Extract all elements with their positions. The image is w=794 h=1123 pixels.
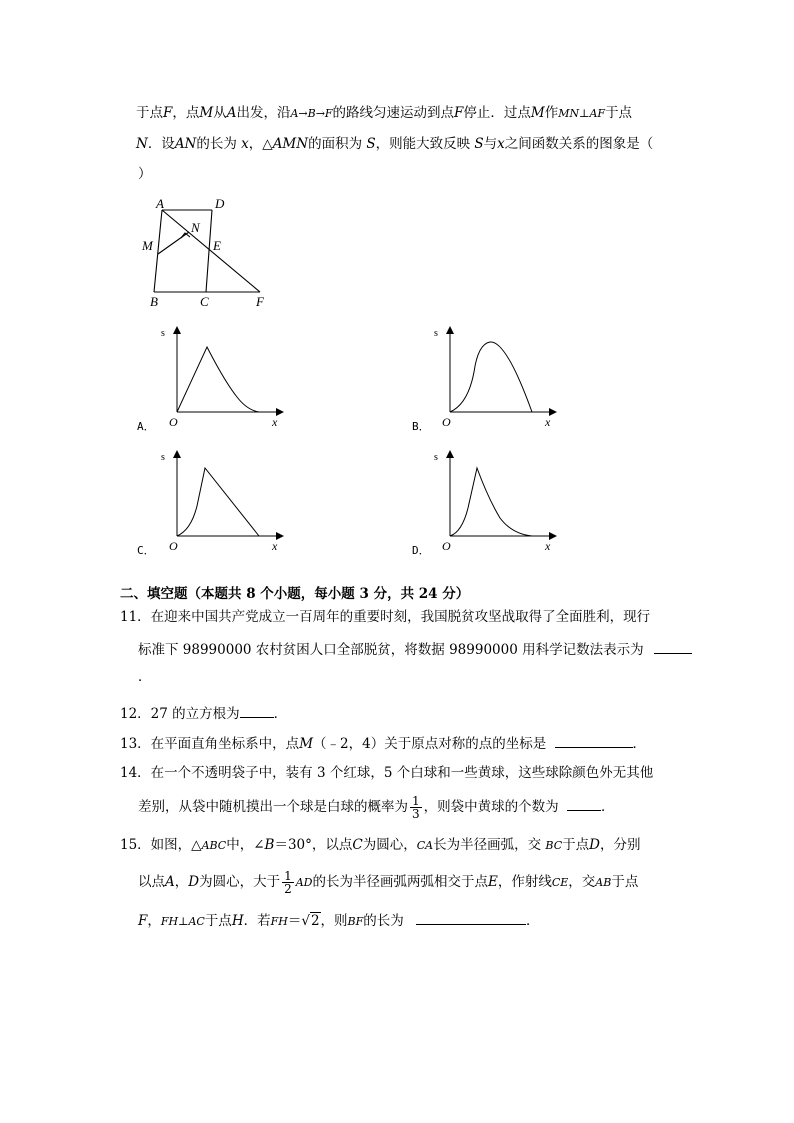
origin-label: O [442, 539, 451, 553]
q15-line1: 15．如图，△ABC中，∠B＝30°，以点C为圆心，CA长为半径画弧，交 BC于点D，分别 [120, 837, 641, 853]
curve-c [177, 468, 259, 536]
q10-line1: 于点F，点M从A出发，沿A→B→F的路线匀速运动到点F停止．过点M作MN⊥AF于点 [136, 105, 633, 121]
section-2-heading: 二、填空题（本题共 8 个小题，每小题 3 分，共 24 分） [120, 586, 470, 602]
option-d-label[interactable]: D． [412, 544, 430, 557]
q10-line2: N．设AN的长为 x，△AMN的面积为 S，则能大致反映 S与x之间函数关系的图象是（ [136, 136, 654, 152]
origin-label: O [442, 415, 451, 429]
sqrt-two: √2 [301, 913, 320, 929]
segment-ab [154, 210, 162, 292]
axis-s-label: s [434, 452, 438, 463]
option-d-graph[interactable] [428, 446, 558, 556]
q14-line1: 14．在一个不透明袋子中，装有 3 个红球，5 个白球和一些黄球，这些球除颜色外无其他 [120, 765, 654, 781]
axis-x-label: x [545, 539, 551, 553]
q14-answer-blank[interactable] [567, 796, 601, 811]
q15-answer-blank[interactable] [416, 910, 526, 925]
label-n: N [191, 220, 200, 235]
axis-x-label: x [545, 415, 551, 429]
q11-answer-blank[interactable] [654, 639, 692, 654]
label-m: M [142, 238, 153, 253]
curve-d [450, 468, 532, 536]
option-c-label[interactable]: C． [137, 544, 155, 557]
q10-line3: ） [138, 166, 152, 182]
label-f: F [256, 294, 264, 309]
axis-x-label: x [272, 415, 278, 429]
option-a-graph[interactable] [155, 322, 285, 432]
option-b-graph[interactable] [428, 322, 558, 432]
axis-s-label: s [161, 452, 165, 463]
label-d: D [215, 196, 225, 211]
axis-x-label: x [272, 539, 278, 553]
q13-line: 13．在平面直角坐标系中，点M（﹣2，4）关于原点对称的点的坐标是 ． [120, 733, 646, 753]
label-e: E [213, 238, 221, 253]
label-c: C [200, 294, 209, 309]
q11-line3: ． [138, 669, 152, 685]
axis-s-label: s [434, 328, 438, 339]
curve-b [450, 342, 532, 412]
q12-answer-blank[interactable] [240, 703, 274, 718]
label-b: B [150, 294, 158, 309]
axis-s-label: s [161, 328, 165, 339]
q13-answer-blank[interactable] [555, 733, 633, 748]
fraction-one-half: $\frac{1}{2}$ [284, 869, 292, 896]
option-c-graph[interactable] [155, 446, 285, 556]
label-a: A [156, 196, 164, 211]
fraction-one-third: $\frac{1}{3}$ [412, 794, 420, 821]
segment-mn [158, 232, 189, 254]
origin-label: O [169, 539, 178, 553]
q11-line2: 标准下 98990000 农村贫困人口全部脱贫，将数据 98990000 用科学记数法表示为 [138, 639, 692, 659]
curve-a [177, 347, 259, 412]
q12-line: 12．27 的立方根为 ． [120, 703, 287, 723]
q15-line3: F，FH⊥AC于点H．若FH＝√2，则BF的长为 ． [138, 910, 540, 931]
q15-line2: 以点A，D为圆心，大于 $\frac{1}{2}$ AD的长为半径画弧两弧相交于点E，作射线CE，交AB于点 [138, 869, 639, 896]
origin-label: O [169, 415, 178, 429]
option-a-label[interactable]: A． [137, 420, 155, 433]
q11-line1: 11．在迎来中国共产党成立一百周年的重要时刻，我国脱贫攻坚战取得了全面胜利，现行 [120, 609, 651, 625]
q10-geometry-figure [136, 192, 276, 310]
q14-line2: 差别，从袋中随机摸出一个球是白球的概率为 $\frac{1}{3}$ ，则袋中黄球的个数为 ． [138, 794, 615, 821]
option-b-label[interactable]: B． [412, 420, 430, 433]
